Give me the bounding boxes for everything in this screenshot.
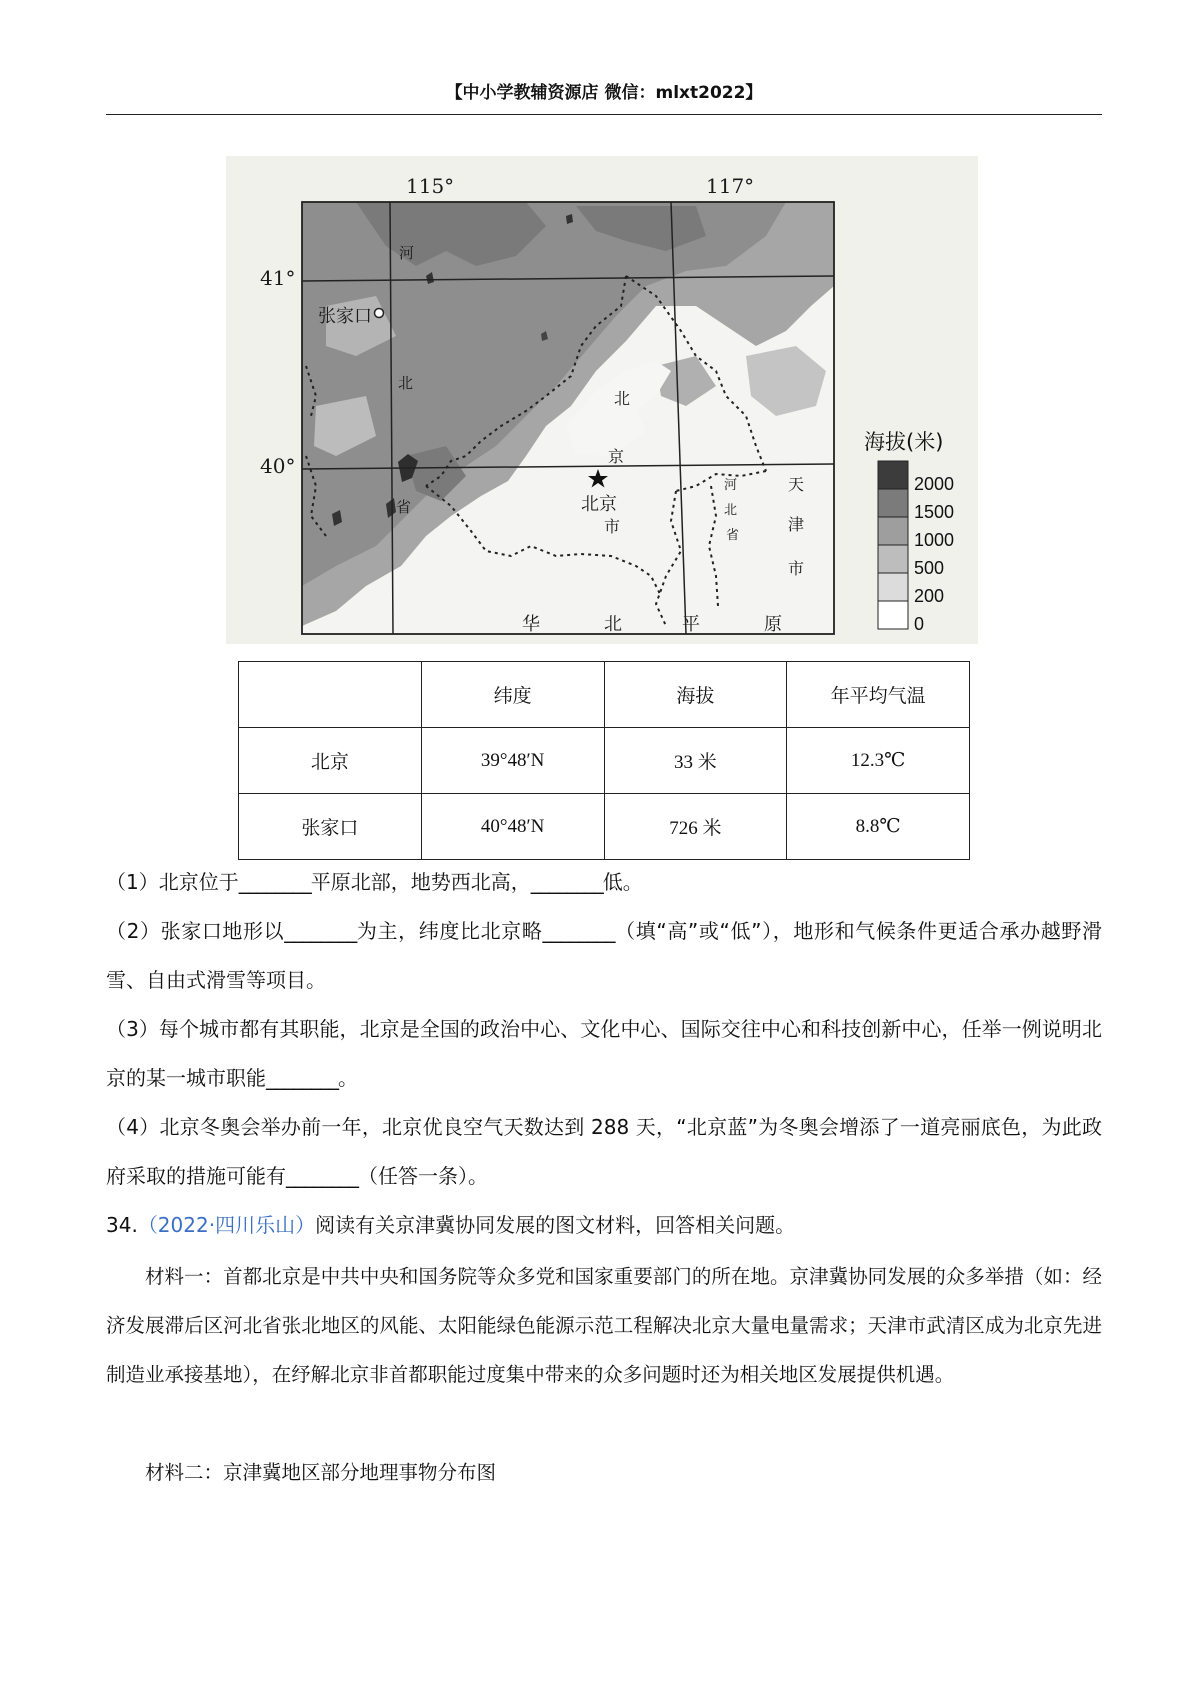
lat-label-40: 40° bbox=[260, 454, 296, 478]
city-data-table bbox=[238, 661, 970, 860]
label-hua: 华 bbox=[522, 614, 540, 635]
label-beijing: 北京 bbox=[581, 494, 617, 515]
q1-text: （1）北京位于 bbox=[106, 870, 239, 894]
answer-blank: ________ bbox=[286, 1164, 358, 1188]
label-hebei-bei: 北 bbox=[724, 503, 738, 518]
question-34-text: 阅读有关京津冀协同发展的图文材料，回答相关问题。 bbox=[315, 1213, 796, 1237]
table-header-cell: 纬度 bbox=[421, 662, 604, 728]
table-cell: 8.8℃ bbox=[787, 794, 970, 860]
legend-value: 500 bbox=[914, 558, 945, 578]
table-header-cell: 年平均气温 bbox=[787, 662, 970, 728]
q2-text: （填“高”或“低”），地形和气候条件更适合承办越野滑雪、自由式滑雪等项目。 bbox=[106, 919, 1102, 992]
table-cell: 40°48′N bbox=[421, 794, 604, 860]
label-hebei-sheng: 省 bbox=[726, 528, 740, 543]
question-2 bbox=[106, 907, 1102, 1005]
answer-blank: ________ bbox=[266, 1066, 338, 1090]
table-cell: 张家口 bbox=[239, 794, 422, 860]
label-bei2: 北 bbox=[614, 389, 631, 408]
question-source-link[interactable]: （2022·四川乐山） bbox=[137, 1213, 316, 1237]
q3-text: 。 bbox=[338, 1066, 358, 1090]
q1-text: 低。 bbox=[602, 870, 643, 894]
label-bei: 北 bbox=[398, 374, 414, 392]
label-yuan: 原 bbox=[764, 614, 782, 635]
table-row bbox=[239, 728, 970, 794]
legend-value: 1500 bbox=[914, 502, 955, 522]
legend-value: 200 bbox=[914, 586, 945, 606]
q2-text: （2）张家口地形以 bbox=[106, 919, 285, 943]
legend-value: 1000 bbox=[914, 530, 955, 550]
label-zhangjiakou: 张家口 bbox=[318, 306, 372, 327]
q4-text: （任答一条）。 bbox=[358, 1164, 488, 1188]
label-he: 河 bbox=[399, 244, 415, 262]
elevation-map bbox=[226, 156, 978, 644]
label-jin: 津 bbox=[788, 515, 805, 534]
label-bei3: 北 bbox=[604, 614, 622, 635]
answer-blank: ________ bbox=[530, 870, 603, 894]
q1-text: 平原北部，地势西北高， bbox=[310, 870, 531, 894]
table-header-cell: 海拔 bbox=[604, 662, 787, 728]
lat-label-41: 41° bbox=[260, 266, 296, 290]
label-tian: 天 bbox=[788, 475, 805, 494]
answer-blank: ________ bbox=[238, 870, 311, 894]
table-row bbox=[239, 794, 970, 860]
table-cell: 33 米 bbox=[604, 728, 787, 794]
q4-text: （4）北京冬奥会举办前一年，北京优良空气天数达到 288 天，“北京蓝”为冬奥会增添了一道亮丽底色，为此政府采取的措施可能有 bbox=[106, 1115, 1102, 1188]
material-1: 材料一：首都北京是中共中央和国务院等众多党和国家重要部门的所在地。京津冀协同发展的众多举措（如：经济发展滞后区河北省张北地区的风能、太阳能绿色能源示范工程解决北京大量电量需求；天津市武清区成为北京先进制造业承接基地），在纾解北京非首都职能过度集中带来的众多问题时还为相关地区发展提供机遇。 bbox=[106, 1265, 1102, 1386]
table-cell: 726 米 bbox=[604, 794, 787, 860]
answer-blank: ________ bbox=[284, 919, 357, 943]
label-ping: 平 bbox=[682, 614, 700, 635]
q2-text: 为主，纬度比北京略 bbox=[356, 919, 543, 943]
label-shi2: 市 bbox=[788, 559, 805, 578]
table-cell: 北京 bbox=[239, 728, 422, 794]
question-3 bbox=[106, 1005, 1102, 1103]
question-number: 34. bbox=[106, 1213, 138, 1237]
label-jing: 京 bbox=[608, 447, 625, 466]
label-hebei-he: 河 bbox=[724, 478, 738, 493]
map-graphic bbox=[226, 156, 978, 644]
legend-value: 2000 bbox=[914, 474, 955, 494]
label-shi: 市 bbox=[604, 517, 621, 536]
question-4 bbox=[106, 1103, 1102, 1201]
page-header: 【中小学教辅资源店 微信：mlxt2022】 bbox=[445, 83, 763, 103]
legend-value: 0 bbox=[914, 614, 925, 634]
table-cell: 39°48′N bbox=[421, 728, 604, 794]
table-header-row bbox=[239, 662, 970, 728]
question-1 bbox=[106, 858, 1102, 907]
lon-label-115: 115° bbox=[406, 174, 455, 198]
label-sheng: 省 bbox=[396, 498, 412, 516]
header-rule bbox=[106, 114, 1102, 115]
material-2: 材料二：京津冀地区部分地理事物分布图 bbox=[145, 1461, 497, 1484]
table-cell: 12.3℃ bbox=[787, 728, 970, 794]
table-header-cell bbox=[239, 662, 422, 728]
question-34 bbox=[106, 1201, 1102, 1250]
legend-title: 海拔(米) bbox=[864, 430, 944, 454]
q3-text: （3）每个城市都有其职能，北京是全国的政治中心、文化中心、国际交往中心和科技创新中心，任举一例说明北京的某一城市职能 bbox=[106, 1017, 1102, 1090]
answer-blank: ________ bbox=[542, 919, 615, 943]
lon-label-117: 117° bbox=[706, 174, 755, 198]
